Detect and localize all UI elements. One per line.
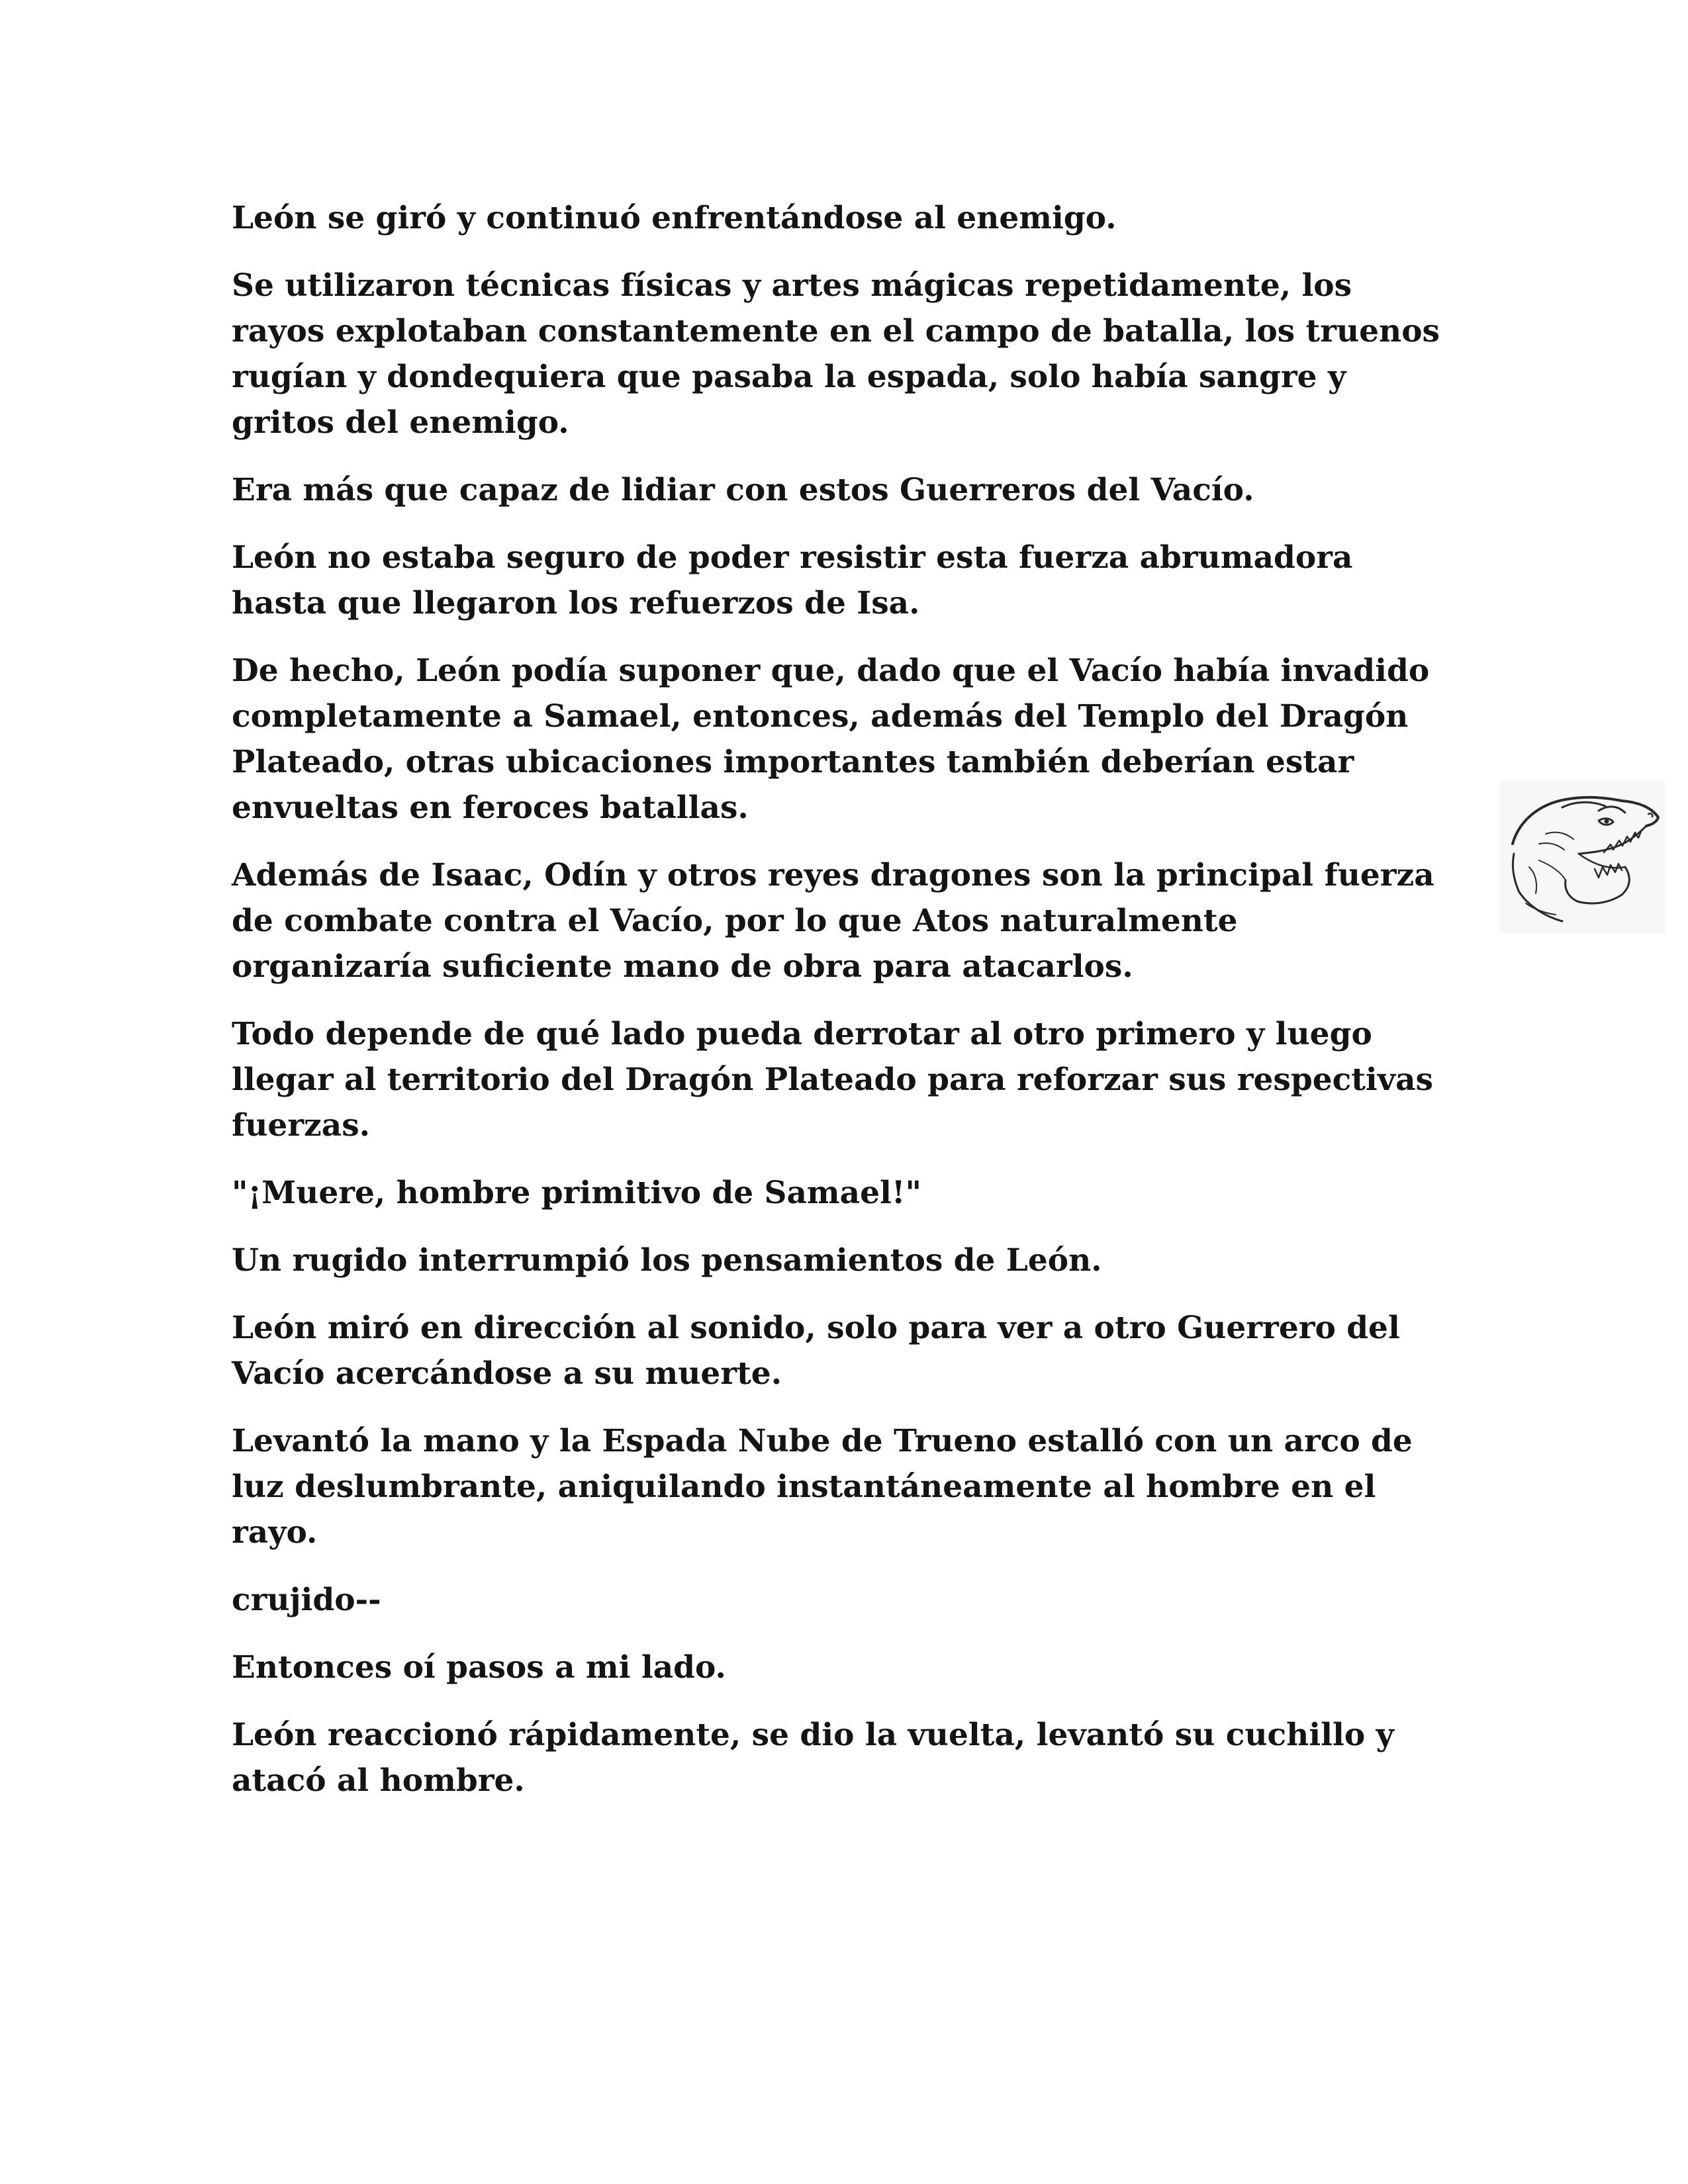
paragraph-1: León se giró y continuó enfrentándose al enemigo. [232, 200, 1117, 236]
paragraph-9: Un rugido interrumpió los pensamientos de León. [232, 1242, 1102, 1279]
paragraph-7: Todo depende de qué lado pueda derrotar al otro primero y luego llegar al territorio del Dragón Plateado para reforzar sus respectivas fuerzas. [232, 1016, 1434, 1144]
paragraph-13: Entonces oí pasos a mi lado. [232, 1649, 726, 1686]
paragraph-10: León miró en dirección al sonido, solo para ver a otro Guerrero del Vacío acercándose a su muerte. [232, 1310, 1400, 1392]
paragraph-6: Además de Isaac, Odín y otros reyes dragones son la principal fuerza de combate contra el Vacío, por lo que Atos naturalmente organizaría suficiente mano de obra para atacarlos. [232, 857, 1434, 985]
paragraph-4: León no estaba seguro de poder resistir esta fuerza abrumadora hasta que llegaron los refuerzos de Isa. [232, 539, 1353, 621]
paragraph-14: León reaccionó rápidamente, se dio la vuelta, levantó su cuchillo y atacó al hombre. [232, 1717, 1394, 1799]
story-text [232, 195, 1443, 1825]
paragraph-5: De hecho, León podía suponer que, dado que el Vacío había invadido completamente a Samael, entonces, además del Templo del Dragón Plateado, otras ubicaciones importantes también deberían estar envueltas en feroces batallas. [232, 653, 1430, 826]
paragraph-3: Era más que capaz de lidiar con estos Guerreros del Vacío. [232, 472, 1254, 508]
paragraph-11: Levantó la mano y la Espada Nube de Trueno estalló con un arco de luz deslumbrante, aniquilando instantáneamente al hombre en el rayo. [232, 1423, 1413, 1551]
paragraph-12: crujido-- [232, 1582, 381, 1618]
paragraph-2: Se utilizaron técnicas físicas y artes mágicas repetidamente, los rayos explotaban constantemente en el campo de batalla, los truenos rugían y dondequiera que pasaba la espada, solo había sangre y gritos del enemigo. [232, 267, 1440, 441]
paragraph-8: "¡Muere, hombre primitivo de Samael!" [232, 1175, 921, 1211]
dragon-head-sketch-icon [1499, 781, 1665, 933]
